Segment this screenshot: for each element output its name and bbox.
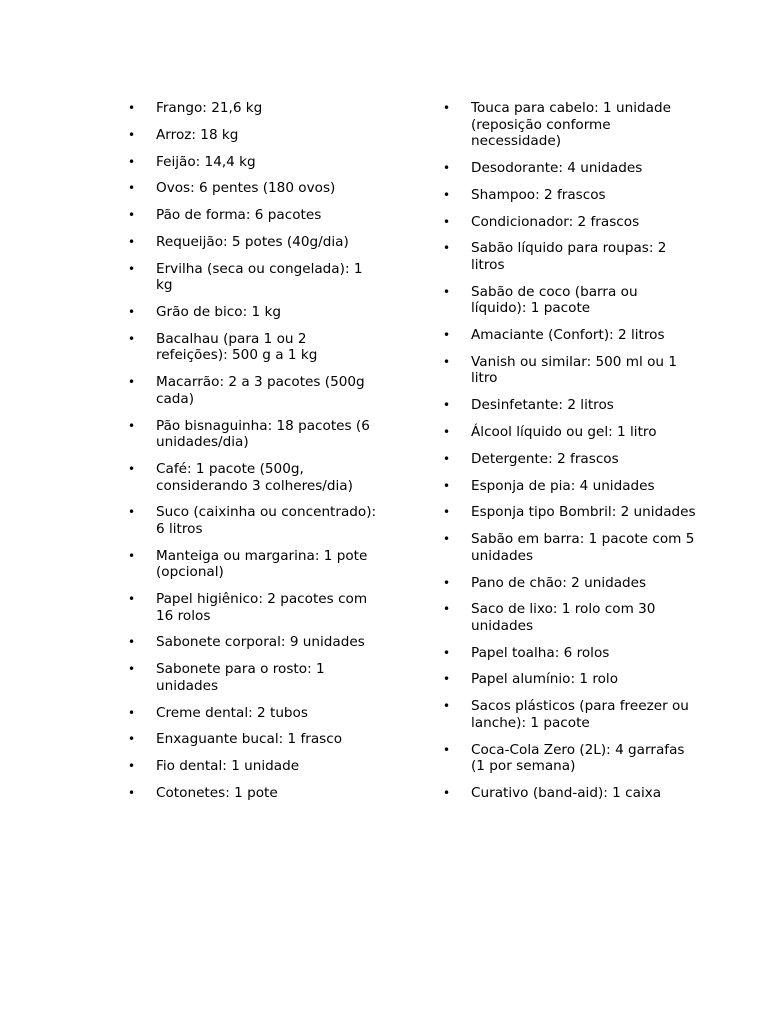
list-item	[128, 234, 380, 251]
bullet-icon: •	[128, 127, 136, 142]
bullet-icon: •	[128, 181, 136, 196]
list-item	[443, 214, 697, 231]
list-item-text: Sabão de coco (barra ou líquido): 1 pacote	[471, 283, 638, 317]
list-item	[128, 731, 380, 748]
list-item	[128, 591, 380, 624]
bullet-icon: •	[128, 101, 136, 115]
list-item	[128, 304, 380, 321]
bullet-icon: •	[443, 398, 451, 413]
bullet-icon: •	[128, 375, 136, 390]
bullet-icon: •	[128, 234, 136, 249]
list-item-text: Saco de lixo: 1 rolo com 30 unidades	[471, 601, 656, 634]
list-item	[443, 240, 697, 273]
bullet-icon: •	[443, 451, 451, 466]
list-item-text: Desodorante: 4 unidades	[471, 159, 643, 176]
list-item-text: Pano de chão: 2 unidades	[471, 574, 647, 591]
bullet-icon: •	[128, 331, 136, 346]
list-item-text: Cotonetes: 1 pote	[156, 784, 278, 801]
list-item-text: Manteiga ou margarina: 1 pote (opcional)	[156, 547, 368, 581]
bullet-icon: •	[443, 672, 451, 687]
bullet-icon: •	[443, 354, 451, 369]
list-item	[443, 397, 697, 414]
list-item	[443, 160, 697, 177]
list-item-text: Café: 1 pacote (500g, considerando 3 colheres/dia)	[156, 460, 353, 494]
bullet-icon: •	[443, 328, 451, 343]
bullet-icon: •	[128, 592, 136, 607]
bullet-icon: •	[443, 785, 451, 800]
list-item-text: Macarrão: 2 a 3 pacotes (500g cada)	[156, 374, 365, 407]
list-item	[443, 424, 697, 441]
list-item-text: Sacos plásticos (para freezer ou lanche): 1 pacote	[471, 698, 689, 731]
list-item-text: Desinfetante: 2 litros	[471, 397, 614, 414]
bullet-icon: •	[128, 662, 136, 677]
bullet-icon: •	[128, 785, 136, 800]
list-item	[443, 785, 697, 802]
list-item-text: Esponja de pia: 4 unidades	[471, 477, 655, 494]
bullet-icon: •	[128, 461, 136, 476]
bullet-icon: •	[443, 241, 451, 256]
bullet-icon: •	[128, 505, 136, 520]
bullet-icon: •	[128, 305, 136, 320]
list-item	[128, 100, 380, 117]
bullet-icon: •	[128, 705, 136, 720]
list-item	[443, 478, 697, 495]
list-item-text: Ervilha (seca ou congelada): 1 kg	[156, 260, 363, 294]
shopping-list-right-column	[443, 100, 697, 812]
bullet-icon: •	[128, 261, 136, 276]
list-item	[443, 698, 697, 731]
list-item	[128, 758, 380, 775]
list-item	[128, 261, 380, 294]
list-item-text: Condicionador: 2 frascos	[471, 213, 640, 230]
list-item	[128, 207, 380, 224]
list-item	[128, 154, 380, 171]
list-item	[443, 601, 697, 634]
list-item-text: Vanish ou similar: 500 ml ou 1 litro	[471, 353, 677, 387]
list-item	[443, 327, 697, 344]
list-item	[443, 100, 697, 150]
list-item	[443, 284, 697, 317]
list-item	[443, 531, 697, 564]
list-item-text: Creme dental: 2 tubos	[156, 704, 308, 721]
list-item-text: Touca para cabelo: 1 unidade (reposição conforme necessidade)	[471, 100, 671, 150]
list-item-text: Papel higiênico: 2 pacotes com 16 rolos	[156, 591, 368, 624]
list-item	[128, 661, 380, 694]
bullet-icon: •	[443, 742, 451, 757]
list-item	[128, 461, 380, 494]
list-item	[128, 634, 380, 651]
bullet-icon: •	[443, 160, 451, 175]
list-item	[128, 374, 380, 407]
list-item-text: Grão de bico: 1 kg	[156, 304, 281, 321]
list-item-text: Papel alumínio: 1 rolo	[471, 671, 619, 688]
bullet-icon: •	[443, 425, 451, 439]
bullet-icon: •	[443, 284, 451, 299]
list-item-text: Esponja tipo Bombril: 2 unidades	[471, 504, 696, 521]
list-item-text: Ovos: 6 pentes (180 ovos)	[156, 180, 336, 197]
bullet-icon: •	[443, 699, 451, 714]
list-item	[128, 548, 380, 581]
shopping-list-left-column	[128, 100, 380, 812]
list-item	[443, 187, 697, 204]
bullet-icon: •	[128, 208, 136, 223]
list-item-text: Pão de forma: 6 pacotes	[156, 207, 322, 224]
list-item-text: Requeijão: 5 potes (40g/dia)	[156, 233, 349, 250]
list-item	[443, 354, 697, 387]
bullet-icon: •	[128, 635, 136, 650]
bullet-icon: •	[443, 645, 451, 660]
list-item-text: Arroz: 18 kg	[156, 126, 239, 143]
list-item-text: Detergente: 2 frascos	[471, 450, 619, 467]
bullet-icon: •	[443, 575, 451, 590]
list-item-text: Álcool líquido ou gel: 1 litro	[471, 424, 657, 440]
list-item	[128, 504, 380, 537]
list-item-text: Sabão em barra: 1 pacote com 5 unidades	[471, 531, 695, 564]
bullet-icon: •	[443, 101, 451, 115]
bullet-icon: •	[443, 602, 451, 617]
list-item-text: Shampoo: 2 frascos	[471, 186, 606, 203]
list-item	[128, 127, 380, 144]
list-item-text: Sabão líquido para roupas: 2 litros	[471, 240, 667, 273]
list-item	[128, 705, 380, 722]
list-item-text: Curativo (band-aid): 1 caixa	[471, 784, 662, 801]
bullet-icon: •	[128, 548, 136, 563]
list-item	[443, 742, 697, 775]
list-item	[128, 331, 380, 364]
list-item	[443, 504, 697, 521]
list-item-text: Feijão: 14,4 kg	[156, 153, 256, 170]
list-item-text: Pão bisnaguinha: 18 pacotes (6 unidades/dia)	[156, 417, 370, 451]
list-item-text: Sabonete para o rosto: 1 unidades	[156, 661, 325, 694]
list-item-text: Suco (caixinha ou concentrado): 6 litros	[156, 504, 377, 537]
bullet-icon: •	[443, 532, 451, 547]
list-item-text: Fio dental: 1 unidade	[156, 758, 300, 775]
list-item	[443, 451, 697, 468]
list-item	[128, 418, 380, 451]
list-item	[128, 785, 380, 802]
list-item	[128, 180, 380, 197]
list-item-text: Coca-Cola Zero (2L): 4 garrafas (1 por semana)	[471, 741, 685, 775]
bullet-icon: •	[443, 187, 451, 202]
bullet-icon: •	[128, 759, 136, 774]
bullet-icon: •	[443, 214, 451, 229]
list-item	[443, 671, 697, 688]
bullet-icon: •	[128, 154, 136, 169]
bullet-icon: •	[443, 478, 451, 493]
list-item-text: Papel toalha: 6 rolos	[471, 644, 610, 661]
list-item	[443, 645, 697, 662]
list-item-text: Enxaguante bucal: 1 frasco	[156, 731, 343, 748]
list-item-text: Frango: 21,6 kg	[156, 100, 263, 116]
list-item-text: Sabonete corporal: 9 unidades	[156, 634, 365, 651]
list-item-text: Amaciante (Confort): 2 litros	[471, 327, 665, 344]
bullet-icon: •	[128, 418, 136, 433]
bullet-icon: •	[443, 505, 451, 520]
bullet-icon: •	[128, 732, 136, 747]
list-item-text: Bacalhau (para 1 ou 2 refeições): 500 g a 1 kg	[156, 330, 318, 364]
list-item	[443, 575, 697, 592]
